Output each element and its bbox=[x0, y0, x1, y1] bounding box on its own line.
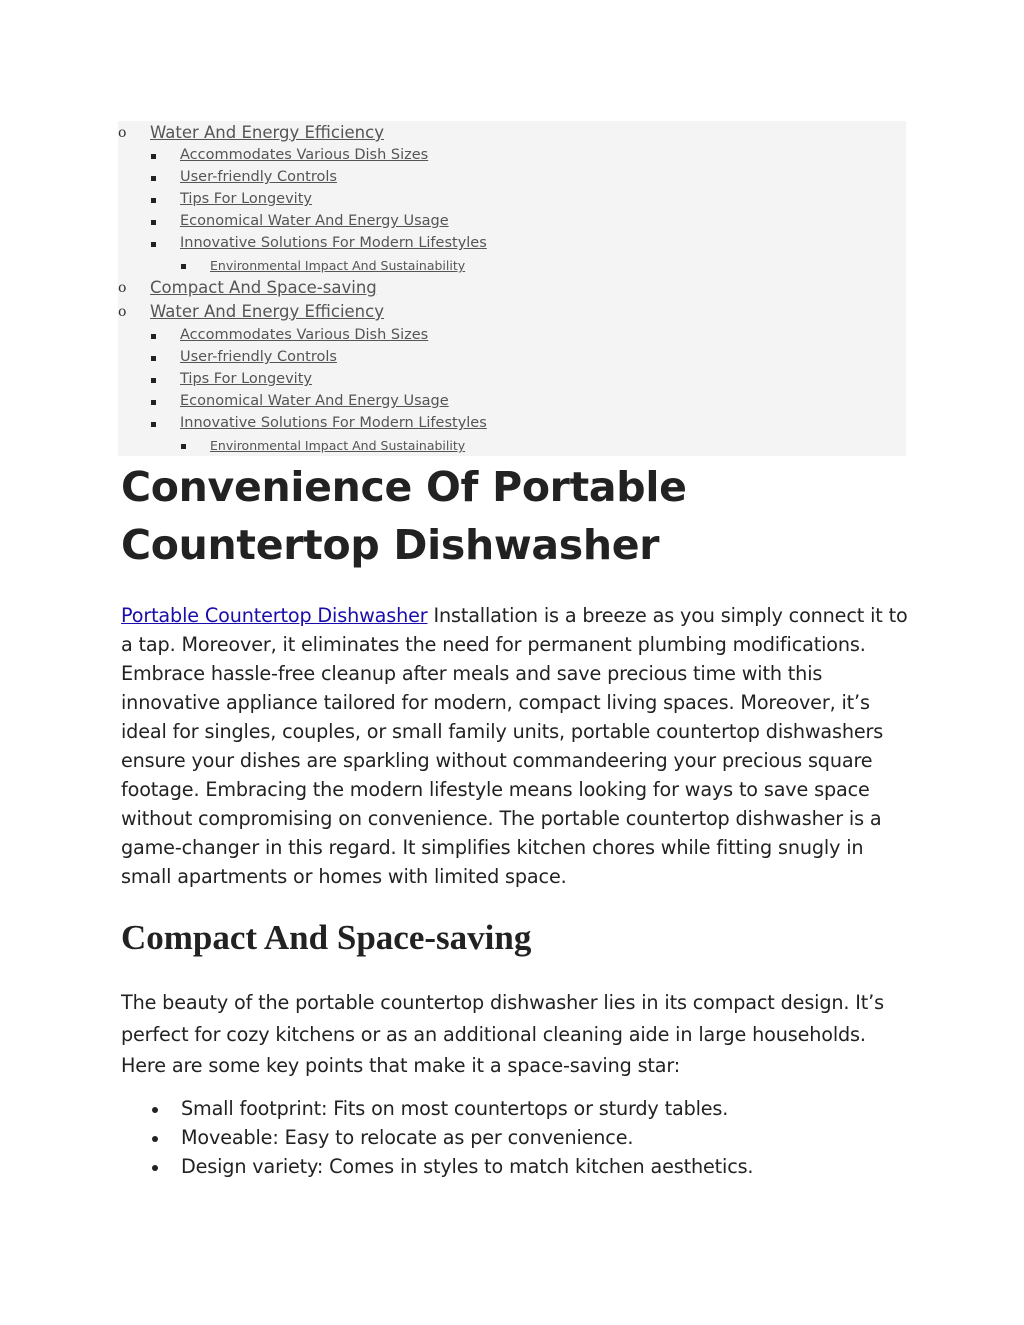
square-bullet-icon bbox=[151, 198, 156, 203]
toc-link[interactable]: Innovative Solutions For Modern Lifestyles bbox=[180, 415, 487, 431]
square-bullet-icon bbox=[151, 334, 156, 339]
toc-link[interactable]: Environmental Impact And Sustainability bbox=[210, 258, 466, 273]
list-item bbox=[121, 1094, 753, 1123]
section-paragraph: The beauty of the portable countertop dishwasher lies in its compact design. It’s perfect for cozy kitchens or as an additional cleaning aide in large households. Here are some key points that make it a space-saving star: bbox=[121, 991, 884, 1077]
toc-link[interactable]: Accommodates Various Dish Sizes bbox=[180, 147, 429, 163]
bullet-icon bbox=[152, 1107, 158, 1113]
toc-link[interactable]: Tips For Longevity bbox=[180, 371, 312, 387]
list-item bbox=[121, 1123, 753, 1152]
list-item-text: Design variety: Comes in styles to match kitchen aesthetics. bbox=[181, 1155, 754, 1178]
toc-link[interactable]: User-friendly Controls bbox=[180, 169, 337, 185]
portable-dishwasher-link[interactable]: Portable Countertop Dishwasher bbox=[121, 604, 428, 627]
table-of-contents bbox=[118, 121, 906, 456]
square-bullet-icon bbox=[151, 356, 156, 361]
list-item-text: Moveable: Easy to relocate as per convenience. bbox=[181, 1126, 634, 1149]
list-item-text: Small footprint: Fits on most countertops or sturdy tables. bbox=[181, 1097, 729, 1120]
toc-link[interactable]: Economical Water And Energy Usage bbox=[180, 213, 449, 229]
square-bullet-icon bbox=[151, 154, 156, 159]
toc-marker: o bbox=[118, 280, 127, 296]
square-bullet-icon bbox=[151, 400, 156, 405]
square-bullet-icon bbox=[151, 176, 156, 181]
toc-link[interactable]: Water And Energy Efficiency bbox=[150, 123, 384, 142]
bullet-icon bbox=[152, 1165, 158, 1171]
square-bullet-icon bbox=[151, 220, 156, 225]
square-bullet-icon bbox=[151, 422, 156, 427]
article-title: Convenience Of Portable Countertop Dishwasher bbox=[121, 463, 687, 569]
toc-link[interactable]: Economical Water And Energy Usage bbox=[180, 393, 449, 409]
square-bullet-icon bbox=[181, 444, 186, 449]
toc-link[interactable]: Tips For Longevity bbox=[180, 191, 312, 207]
toc-link[interactable]: Accommodates Various Dish Sizes bbox=[180, 327, 429, 343]
toc-link[interactable]: Environmental Impact And Sustainability bbox=[210, 438, 466, 453]
intro-paragraph bbox=[121, 601, 911, 891]
toc-marker: o bbox=[118, 125, 127, 141]
list-item bbox=[121, 1152, 753, 1181]
intro-text: Installation is a breeze as you simply connect it to a tap. Moreover, it eliminates the need for permanent plumbing modifications. Embrace hassle-free cleanup after meals and save precious time with this innovative appliance tailored for modern, compact living spaces. Moreover, it’s ideal for singles, couples, or small family units, portable countertop dishwashers ensure your dishes are sparkling without commandeering your precious square footage. Embracing the modern lifestyle means looking for ways to save space without compromising on convenience. The portable countertop dishwasher is a game-changer in this regard. It simplifies kitchen chores while fitting snugly in small apartments or homes with limited space. bbox=[121, 604, 908, 888]
toc-link[interactable]: User-friendly Controls bbox=[180, 349, 337, 365]
toc-link[interactable]: Compact And Space-saving bbox=[150, 278, 377, 297]
toc-link[interactable]: Water And Energy Efficiency bbox=[150, 302, 384, 321]
toc-link[interactable]: Innovative Solutions For Modern Lifestyles bbox=[180, 235, 487, 251]
bullet-icon bbox=[152, 1136, 158, 1142]
toc-marker: o bbox=[118, 304, 127, 320]
section-heading: Compact And Space-saving bbox=[121, 918, 532, 957]
square-bullet-icon bbox=[151, 242, 156, 247]
square-bullet-icon bbox=[181, 264, 186, 269]
feature-list bbox=[121, 1094, 753, 1181]
square-bullet-icon bbox=[151, 378, 156, 383]
